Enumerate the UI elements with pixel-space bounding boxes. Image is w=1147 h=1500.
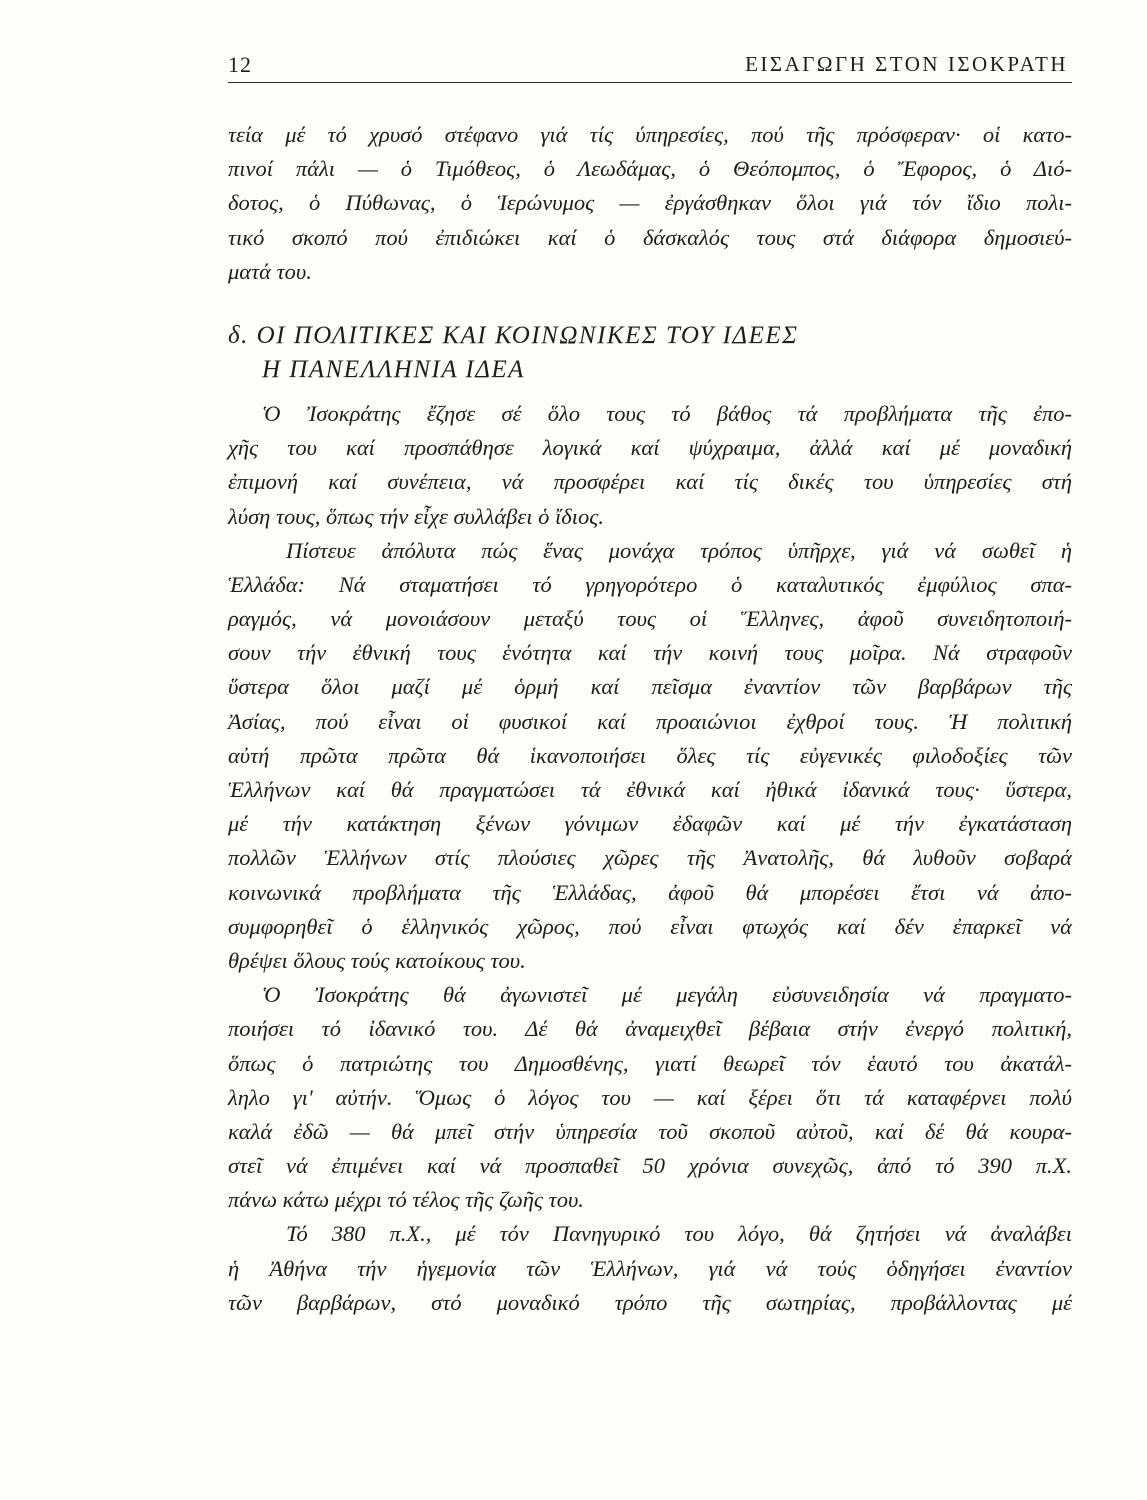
paragraph-3: [228, 978, 1072, 1217]
body-text: [228, 118, 1072, 1320]
text-line: τεία μέ τό χρυσό στέφανο γιά τίς ύπηρεσίες, πού τῆς πρόσφεραν· οἱ κατο-: [228, 122, 1072, 147]
text-line: Ἀσίας, πού εἶναι οἱ φυσικοί καί προαιώνιοι ἐχθροί τους. Ἡ πολιτική: [228, 708, 1072, 734]
running-title: ΕΙΣΑΓΩΓΗ ΣΤΟΝ ΙΣΟΚΡΑΤΗ: [745, 52, 1068, 76]
running-head: [228, 52, 1072, 83]
text-line: Ἑλλήνων καί θά πραγματώσει τά ἐθνικά καί ἠθικά ἰδανικά τους· ὕστερα,: [228, 777, 1072, 802]
text-line: πινοί πάλι — ὁ Τιμόθεος, ὁ Λεωδάμας, ὁ Θεόπομπος, ὁ Ἔφορος, ὁ Διό-: [228, 156, 1072, 182]
text-line: κοινωνικά προβλήματα τῆς Ἑλλάδας, ἀφοῦ θά μπορέσει ἔτσι νά ἀπο-: [228, 879, 1072, 905]
text-line: λύση τους, ὅπως τήν εἶχε συλλάβει ὁ ἴδιος.: [228, 503, 604, 529]
text-line: μέ τήν κατάκτηση ξένων γόνιμων ἐδαφῶν καί μέ τήν ἐγκατάσταση: [228, 811, 1072, 837]
paragraph-2: [228, 534, 1072, 978]
text-line: ληλο γι' αὐτήν. Ὅμως ὁ λόγος του — καί ξέρει ὅτι τά καταφέρνει πολύ: [228, 1084, 1072, 1110]
text-line: ἡ Ἀθήνα τήν ἡγεμονία τῶν Ἑλλήνων, γιά νά τούς ὁδηγήσει ἐναντίον: [228, 1255, 1072, 1281]
section-heading: [228, 319, 1072, 387]
text-line: ὅπως ὁ πατριώτης του Δημοσθένης, γιατί θεωρεῖ τόν ἑαυτό του ἀκατάλ-: [228, 1050, 1072, 1076]
text-line: Πίστευε ἀπόλυτα πώς ἕνας μονάχα τρόπος ὑπῆρχε, γιά νά σωθεῖ ἡ: [286, 537, 1072, 563]
paragraph-1: [228, 397, 1072, 534]
text-line: πολλῶν Ἑλλήνων στίς πλούσιες χῶρες τῆς Ἀνατολῆς, θά λυθοῦν σοβαρά: [228, 845, 1072, 871]
text-line: πάνω κάτω μέχρι τό τέλος τῆς ζωῆς του.: [228, 1187, 584, 1213]
text-line: Ὁ Ἰσοκράτης ἔζησε σέ ὅλο τους τό βάθος τά προβλήματα τῆς ἐπο-: [262, 400, 1072, 426]
page-number: 12: [228, 52, 252, 77]
paragraph-4: [228, 1217, 1072, 1320]
text-line: τῶν βαρβάρων, στό μοναδικό τρόπο τῆς σωτηρίας, προβάλλοντας μέ: [228, 1289, 1072, 1315]
text-line: ποιήσει τό ἰδανικό του. Δέ θά ἀναμειχθεῖ βέβαια στήν ἐνεργό πολιτική,: [228, 1016, 1072, 1042]
text-line: Ἑλλάδα: Νά σταματήσει τό γρηγορότερο ὁ καταλυτικός ἐμφύλιος σπα-: [228, 571, 1072, 597]
text-line: Τό 380 π.Χ., μέ τόν Πανηγυρικό του λόγο, θά ζητήσει νά ἀναλάβει: [286, 1221, 1072, 1247]
intro-paragraph: [228, 118, 1072, 289]
text-line: αὐτή πρῶτα πρῶτα θά ἱκανοποιήσει ὅλες τίς εὐγενικές φιλοδοξίες τῶν: [228, 742, 1072, 768]
text-line: ματά του.: [228, 258, 312, 284]
text-line: τικό σκοπό πού ἐπιδιώκει καί ὁ δάσκαλός τους στά διάφορα δημοσιεύ-: [228, 224, 1072, 250]
section-heading-line1: δ. ΟΙ ΠΟΛΙΤΙΚΕΣ ΚΑΙ ΚΟΙΝΩΝΙΚΕΣ ΤΟΥ ΙΔΕΕΣ: [228, 321, 799, 349]
text-line: στεῖ νά ἐπιμένει καί νά προσπαθεῖ 50 χρόνια συνεχῶς, ἀπό τό 390 π.Χ.: [228, 1153, 1072, 1179]
text-line: Ὁ Ἰσοκράτης θά ἀγωνιστεῖ μέ μεγάλη εὐσυνειδησία νά πραγματο-: [262, 982, 1072, 1008]
text-line: θρέψει ὅλους τούς κατοίκους του.: [228, 947, 526, 973]
section-heading-line2: Η ΠΑΝΕΛΛΗΝΙΑ ΙΔΕΑ: [262, 355, 525, 383]
text-line: ραγμός, νά μονοιάσουν μεταξύ τους οἱ Ἕλληνες, ἀφοῦ συνειδητοποιή-: [228, 606, 1072, 632]
text-line: συμφορηθεῖ ὁ ἑλληνικός χῶρος, πού εἶναι φτωχός καί δέν ἐπαρκεῖ νά: [228, 913, 1072, 939]
text-line: καλά ἐδῶ — θά μπεῖ στήν ὑπηρεσία τοῦ σκοποῦ αὐτοῦ, καί δέ θά κουρα-: [228, 1118, 1072, 1144]
text-line: δοτος, ὁ Πύθωνας, ὁ Ἱερώνυμος — ἐργάσθηκαν ὅλοι γιά τόν ἴδιο πολι-: [228, 190, 1072, 216]
text-line: χῆς του καί προσπάθησε λογικά καί ψύχραιμα, ἀλλά καί μέ μοναδική: [228, 435, 1072, 461]
text-line: σουν τήν ἐθνική τους ἑνότητα καί τήν κοινή τους μοῖρα. Νά στραφοῦν: [228, 640, 1072, 666]
text-line: ὕστερα ὅλοι μαζί μέ ὁρμή καί πεῖσμα ἐναντίον τῶν βαρβάρων τῆς: [228, 674, 1072, 700]
text-line: ἐπιμονή καί συνέπεια, νά προσφέρει καί τίς δικές του ὑπηρεσίες στή: [228, 469, 1072, 495]
